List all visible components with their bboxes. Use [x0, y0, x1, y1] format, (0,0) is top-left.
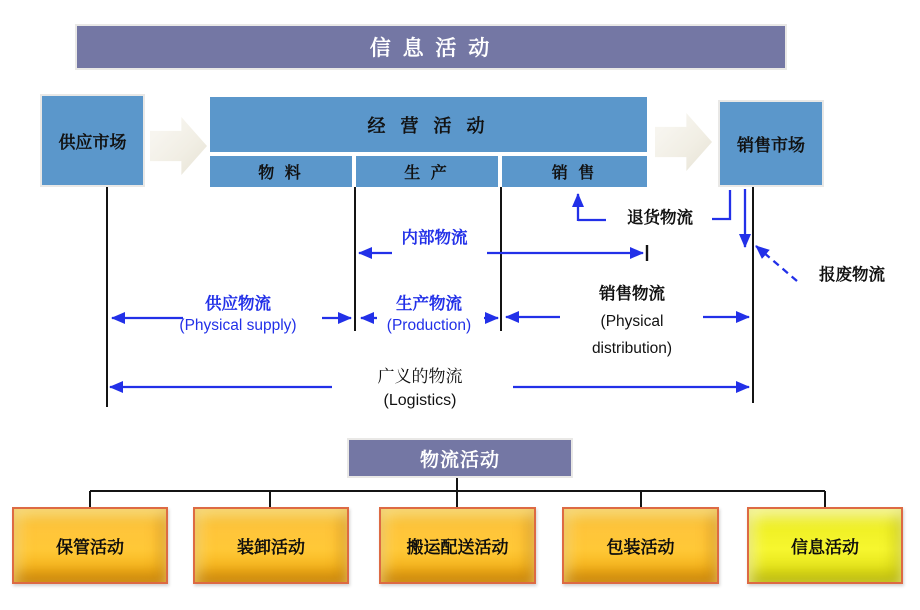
cell-materials: 物 料	[210, 156, 352, 187]
distribution-logistics-en2: distribution)	[591, 340, 673, 357]
supply-logistics-cn: 供应物流	[205, 295, 271, 313]
sales-market-label: 销售市场	[737, 136, 805, 155]
activities-tree-connector	[90, 478, 825, 507]
broad-logistics-cn: 广义的物流	[377, 367, 463, 386]
internal-logistics-text: 内部物流	[401, 229, 468, 247]
scrap-logistics-label	[800, 264, 904, 286]
activity-box-packaging: 包装活动	[562, 507, 719, 584]
flow-arrow-supply-to-business-icon	[150, 117, 207, 175]
activity-box-loading: 装卸活动	[193, 507, 349, 584]
business-activities-cells	[210, 156, 647, 187]
sales-market-box	[718, 100, 824, 187]
activity-box-information: 信息活动	[747, 507, 903, 584]
production-logistics-label	[366, 293, 492, 336]
broad-logistics-en: (Logistics)	[383, 392, 457, 409]
distribution-logistics-en1: (Physical	[600, 313, 664, 330]
business-activities-block	[210, 97, 647, 187]
scrap-logistics-dashed-pointer	[756, 246, 797, 281]
info-activities-label: 信 息 活 动	[369, 37, 493, 60]
flow-arrow-business-to-sales-icon	[655, 113, 712, 171]
activity-box-handling-delivery: 搬运配送活动	[379, 507, 536, 584]
internal-logistics-label	[382, 227, 487, 249]
supply-logistics-en: (Physical supply)	[179, 317, 297, 334]
activity-box-storage: 保管活动	[12, 507, 168, 584]
cell-sales: 销 售	[502, 156, 647, 187]
production-logistics-en: (Production)	[386, 317, 472, 334]
distribution-logistics-label	[562, 281, 702, 362]
return-logistics-right-elbow	[712, 190, 730, 219]
supply-logistics-label	[162, 293, 314, 336]
cell-production: 生 产	[356, 156, 498, 187]
logistics-activities-label: 物流活动	[419, 449, 500, 471]
return-logistics-label	[608, 207, 712, 229]
scrap-logistics-text: 报废物流	[819, 266, 885, 284]
supply-market-box	[40, 94, 145, 187]
distribution-logistics-cn: 销售物流	[599, 285, 665, 303]
business-activities-header: 经 营 活 动	[210, 97, 647, 152]
supply-market-label: 供应市场	[58, 133, 127, 152]
logistics-activities-banner	[347, 438, 573, 478]
info-activities-banner	[75, 24, 787, 70]
production-logistics-cn: 生产物流	[396, 295, 462, 313]
return-logistics-text: 退货物流	[627, 209, 693, 227]
broad-logistics-label	[335, 365, 505, 413]
